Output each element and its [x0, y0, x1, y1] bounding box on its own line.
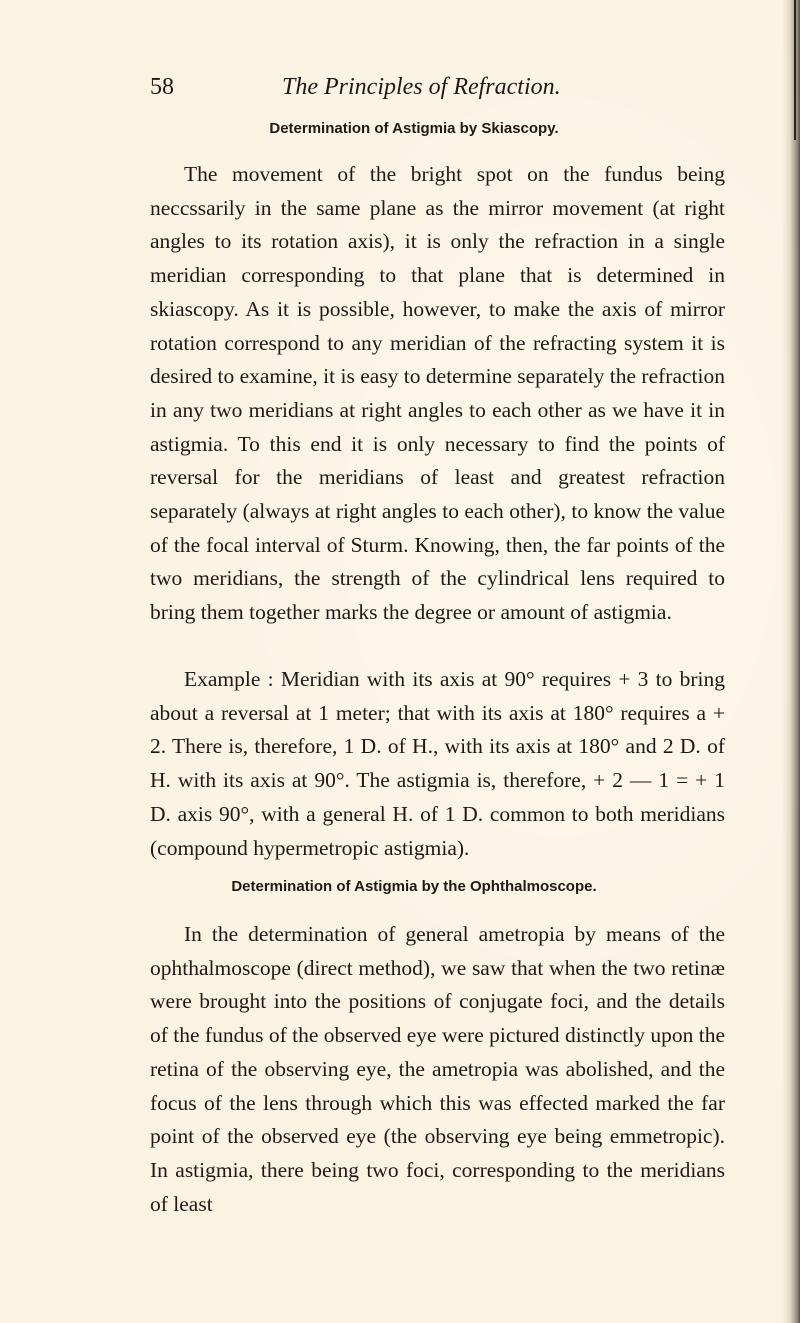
page-number: 58 [150, 74, 174, 100]
paragraph-skiascopy-example: Example : Meridian with its axis at 90° requires + 3 to bring about a reversal at 1 meter; that with its axis at 180° requires a + 2. There is, therefore, 1 D. of H., with its axis at 180° and 2 D. of H. with its axis at 90°. The astigmia is, therefore, + 2 — 1 = + 1 D. axis 90°, with a general H. of 1 D. common to both meridians (compound hypermetropic astigmia). [150, 667, 725, 860]
page-edge-shadow [782, 0, 800, 1323]
section-heading-skiascopy: Determination of Astigmia by Skiascopy. [269, 120, 559, 137]
section-heading-ophthalmoscope: Determination of Astigmia by the Ophthalmoscope. [231, 878, 597, 895]
paragraph-ophthalmoscope: In the determination of general ametropia by means of the ophthalmoscope (direct method), we saw that when the two retinæ were brought into the positions of conjugate foci, and the details of the fundus of the observed eye were pictured distinctly upon the retina of the observing eye, the ametropia was abolished, and the focus of the lens through which this was effected marked the far point of the observed eye (the observing eye being emmetropic). In astigmia, there being two foci, corresponding to the meridians of least [150, 922, 725, 1216]
page-header [0, 72, 800, 102]
running-title: The Principles of Refraction. [282, 74, 561, 100]
page-edge-line [794, 0, 796, 140]
paragraph-skiascopy-intro: The movement of the bright spot on the fundus being neccssarily in the same plane as the mirror movement (at right angles to its rotation axis), it is only the refraction in a single meridian corresponding to that plane that is determined in skiascopy. As it is possible, however, to make the axis of mirror rotation correspond to any meridian of the refracting system it is desired to examine, it is easy to determine separately the refraction in any two meridians at right angles to each other as we have it in astigmia. To this end it is only necessary to find the points of reversal for the meridians of least and greatest refraction separately (always at right angles to each other), to know the value of the focal interval of Sturm. Knowing, then, the far points of the two meridians, the strength of the cylindrical lens required to bring them together marks the degree or amount of astigmia. [150, 162, 725, 625]
